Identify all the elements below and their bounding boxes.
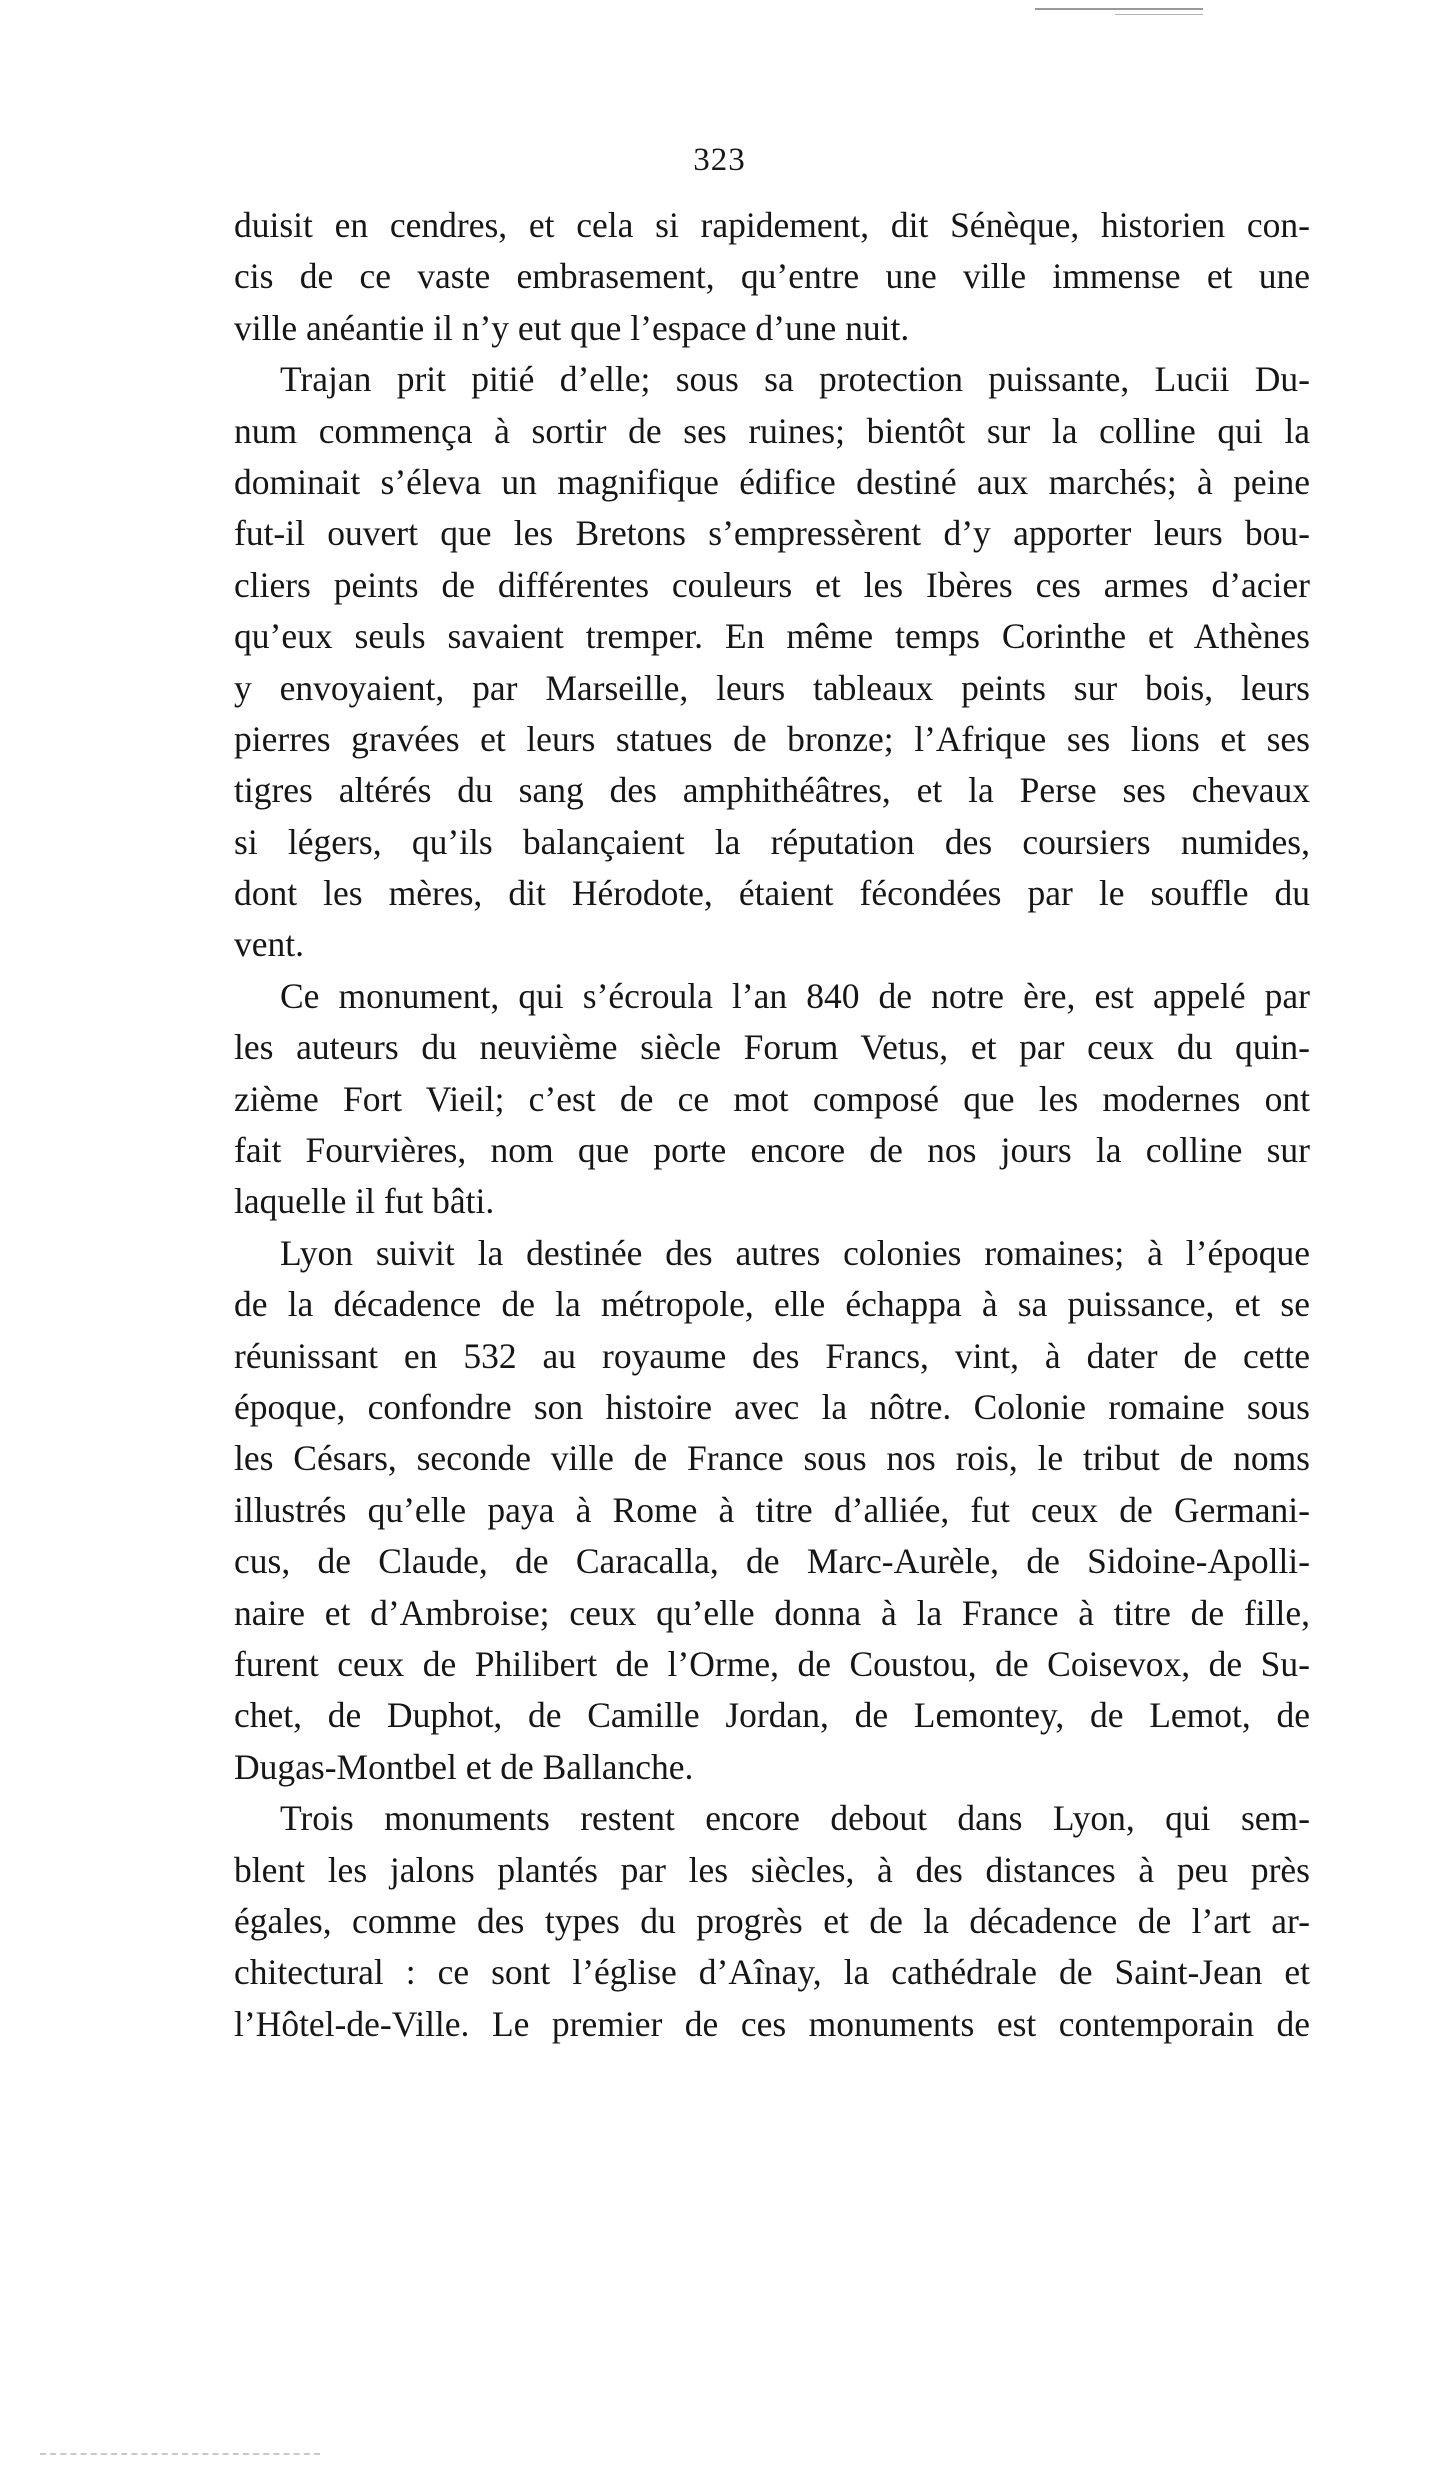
text-line: zième Fort Vieil; c’est de ce mot composé que les modernes ont [234, 1078, 1310, 1119]
body-text [234, 200, 1310, 2050]
text-line: les auteurs du neuvième siècle Forum Vetus, et par ceux du quin- [234, 1027, 1310, 1068]
text-line: y envoyaient, par Marseille, leurs tableaux peints sur bois, leurs [234, 667, 1310, 708]
text-line: Ce monument, qui s’écroula l’an 840 de notre ère, est appelé par [280, 975, 1310, 1016]
text-line: naire et d’Ambroise; ceux qu’elle donna à la France à titre de fille, [234, 1592, 1310, 1633]
text-line: chet, de Duphot, de Camille Jordan, de Lemontey, de Lemot, de [234, 1695, 1310, 1736]
text-line: qu’eux seuls savaient tremper. En même temps Corinthe et Athènes [234, 616, 1310, 657]
text-line: Trois monuments restent encore debout dans Lyon, qui sem- [280, 1798, 1310, 1839]
text-line: si légers, qu’ils balançaient la réputation des coursiers numides, [234, 821, 1310, 862]
text-line: blent les jalons plantés par les siècles, à des distances à peu près [234, 1849, 1310, 1890]
text-line: les Césars, seconde ville de France sous nos rois, le tribut de noms [234, 1438, 1310, 1479]
text-line: cus, de Claude, de Caracalla, de Marc-Aurèle, de Sidoine-Apolli- [234, 1541, 1310, 1582]
text-line: pierres gravées et leurs statues de bronze; l’Afrique ses lions et ses [234, 718, 1310, 759]
text-line: Lyon suivit la destinée des autres colonies romaines; à l’époque [280, 1232, 1310, 1273]
text-line: illustrés qu’elle paya à Rome à titre d’alliée, fut ceux de Germani- [234, 1489, 1310, 1530]
text-line: l’Hôtel-de-Ville. Le premier de ces monuments est contemporain de [234, 2003, 1310, 2044]
top-rule-secondary [1115, 14, 1203, 15]
page-number: 323 [693, 142, 746, 178]
text-line: dont les mères, dit Hérodote, étaient fécondées par le souffle du [234, 873, 1310, 914]
text-line: fait Fourvières, nom que porte encore de nos jours la colline sur [234, 1130, 1310, 1171]
text-line: réunissant en 532 au royaume des Francs, vint, à dater de cette [234, 1335, 1310, 1376]
text-line: époque, confondre son histoire avec la nôtre. Colonie romaine sous [234, 1386, 1310, 1427]
text-line: égales, comme des types du progrès et de la décadence de l’art ar- [234, 1900, 1310, 1941]
text-line: tigres altérés du sang des amphithéâtres, et la Perse ses chevaux [234, 770, 1310, 811]
scan-margin-marks [40, 2453, 320, 2457]
text-line: duisit en cendres, et cela si rapidement, dit Sénèque, historien con- [234, 205, 1310, 245]
text-line: laquelle il fut bâti. [234, 1181, 495, 1222]
text-line: Trajan prit pitié d’elle; sous sa protection puissante, Lucii Du- [280, 359, 1310, 400]
text-line: dominait s’éleva un magnifique édifice destiné aux marchés; à peine [234, 461, 1310, 502]
top-rule [1035, 8, 1203, 10]
text-line: Dugas-Montbel et de Ballanche. [234, 1746, 694, 1787]
text-line: ville anéantie il n’y eut que l’espace d’une nuit. [234, 307, 910, 348]
text-line: cis de ce vaste embrasement, qu’entre une ville immense et une [234, 256, 1310, 297]
text-line: de la décadence de la métropole, elle échappa à sa puissance, et se [234, 1284, 1310, 1325]
text-line: chitectural : ce sont l’église d’Aînay, la cathédrale de Saint-Jean et [234, 1952, 1310, 1993]
text-line: fut-il ouvert que les Bretons s’empressèrent d’y apporter leurs bou- [234, 513, 1310, 554]
text-line: num commença à sortir de ses ruines; bientôt sur la colline qui la [234, 410, 1310, 451]
text-line: cliers peints de différentes couleurs et les Ibères ces armes d’acier [234, 564, 1310, 605]
text-line: furent ceux de Philibert de l’Orme, de Coustou, de Coisevox, de Su- [234, 1643, 1310, 1684]
text-line: vent. [234, 924, 304, 965]
